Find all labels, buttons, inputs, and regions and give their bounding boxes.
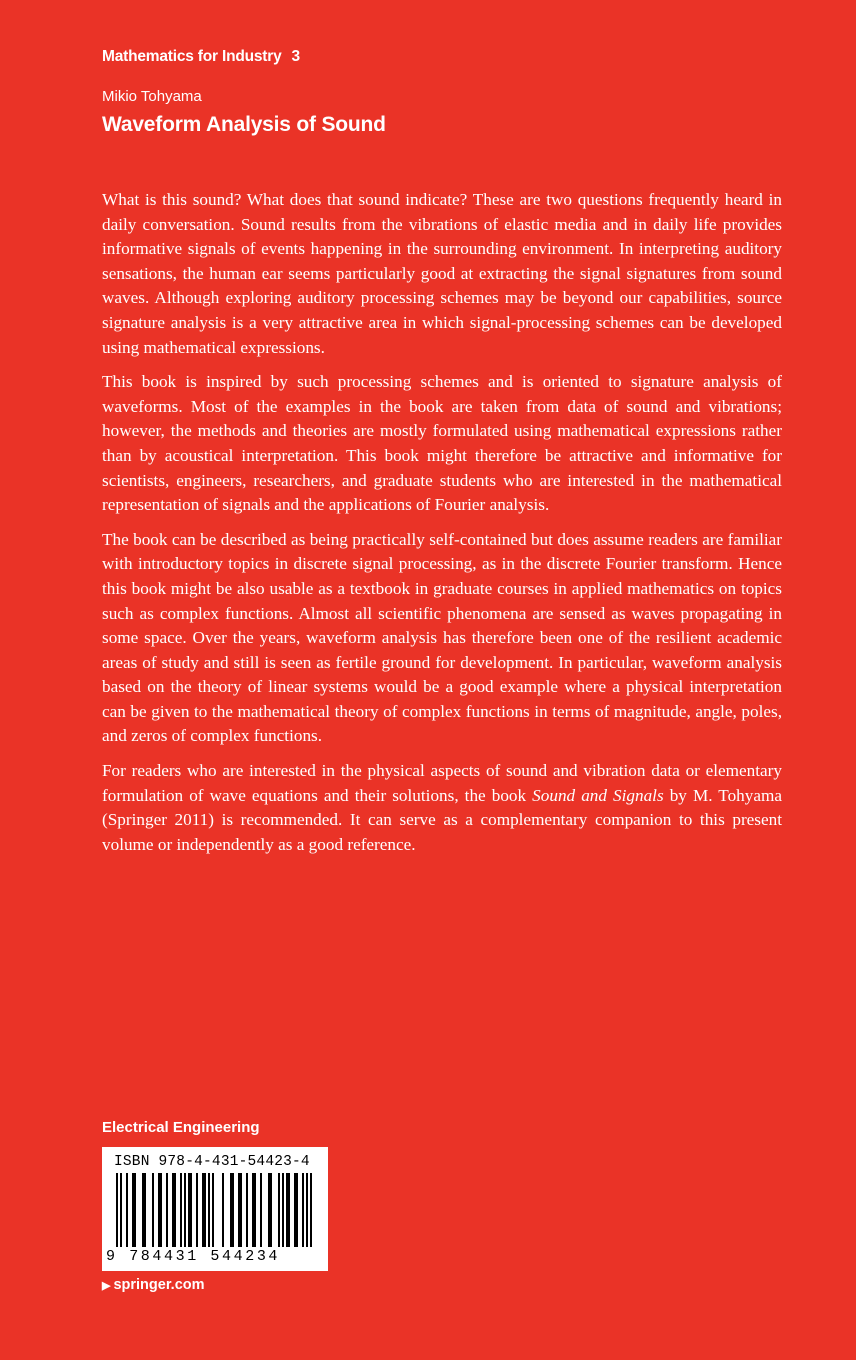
blurb-paragraph-3: The book can be described as being practically self-contained but does assume readers are familiar with introductory topics in discrete signal processing, as in the discrete Fourier transform. Hence this book might be also usable as a textbook in graduate courses in applied mathematics on topics such as complex functions. Almost all scientific phenomena are sensed as waves propagating in some space. Over the years, waveform analysis has therefore been one of the resilient academic areas of study and still is seen as fertile ground for development. In particular, waveform analysis based on the theory of linear systems would be a good example where a physical interpretation can be given to the mathematical theory of complex functions in terms of magnitude, angle, poles, and zeros of complex functions. <box>102 529 782 746</box>
barcode-bar <box>294 1173 298 1247</box>
barcode-bar <box>278 1173 280 1247</box>
barcode-bar <box>172 1173 176 1247</box>
barcode-bar <box>306 1173 308 1247</box>
barcode-bar <box>260 1173 262 1247</box>
barcode-bar <box>132 1173 136 1247</box>
barcode-bar <box>212 1173 214 1247</box>
paragraph-4-tail: by M. Tohyama (Springer 2011) is recommended. It can serve as a complementary companion to this present volume or independently as a good reference. <box>102 785 782 854</box>
triangle-right-icon: ▶ <box>102 1280 111 1292</box>
blurb-paragraph-4 <box>102 759 782 857</box>
barcode-bar <box>252 1173 256 1247</box>
barcode-bar <box>188 1173 192 1247</box>
barcode-bars <box>116 1173 316 1249</box>
barcode-bar <box>286 1173 290 1247</box>
publisher-site: springer.com <box>113 1277 205 1293</box>
barcode-bar <box>116 1173 118 1247</box>
barcode-bar <box>302 1173 304 1247</box>
barcode-bar <box>152 1173 154 1247</box>
barcode-bar <box>166 1173 168 1247</box>
barcode-bar <box>238 1173 242 1247</box>
cited-book-title: Sound and Signals <box>532 785 664 805</box>
barcode-bar <box>310 1173 312 1247</box>
paragraph-4-lead: For readers who are interested in the physical aspects of sound and vibration data or elementary formulation of wave equations and their solutions, the book <box>102 761 782 805</box>
subject-category: Electrical Engineering <box>102 1119 260 1136</box>
isbn-text: ISBN 978-4-431-54423-4 <box>114 1154 310 1170</box>
blurb-paragraph-2: This book is inspired by such processing schemes and is oriented to signature analysis of waveforms. Most of the examples in the book are taken from data of sound and vibrations; however, the methods and theories are mostly formulated using mathematical expressions rather than by acoustical interpretation. This book might therefore be attractive and informative for scientists, engineers, researchers, and graduate students who are interested in the mathematical representation of signals and the applications of Fourier analysis. <box>102 372 782 515</box>
book-title: Waveform Analysis of Sound <box>102 113 386 136</box>
barcode-bar <box>222 1173 224 1247</box>
ean-number: 9 784431 544234 <box>106 1248 281 1265</box>
publisher-link[interactable] <box>102 1277 205 1293</box>
barcode-bar <box>142 1173 146 1247</box>
barcode-bar <box>120 1173 122 1247</box>
barcode-box <box>102 1147 328 1271</box>
author-name: Mikio Tohyama <box>102 88 202 105</box>
blurb <box>102 188 782 867</box>
barcode-bar <box>196 1173 198 1247</box>
series-number: 3 <box>291 48 300 65</box>
series-title <box>102 48 300 66</box>
barcode-bar <box>158 1173 162 1247</box>
barcode-bar <box>246 1173 248 1247</box>
barcode-bar <box>184 1173 186 1247</box>
barcode-bar <box>268 1173 272 1247</box>
barcode-bar <box>230 1173 234 1247</box>
barcode-bar <box>126 1173 128 1247</box>
barcode-bar <box>208 1173 210 1247</box>
barcode-bar <box>180 1173 182 1247</box>
blurb-paragraph-1: What is this sound? What does that sound indicate? These are two questions frequently heard in daily conversation. Sound results from the vibrations of elastic media and in daily life provides informative signals of events happening in the surrounding environment. In interpreting auditory sensations, the human ear seems particularly good at extracting the signal signatures from sound waves. Although exploring auditory processing schemes may be beyond our capabilities, source signature analysis is a very attractive area in which signal-processing schemes can be developed using mathematical expressions. <box>102 190 782 357</box>
series-name: Mathematics for Industry <box>102 48 282 65</box>
barcode-bar <box>202 1173 206 1247</box>
barcode-bar <box>282 1173 284 1247</box>
